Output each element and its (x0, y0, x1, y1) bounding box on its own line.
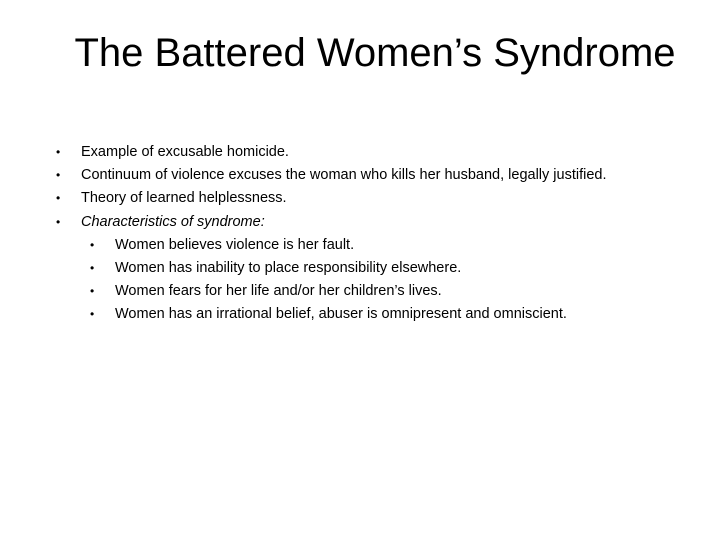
list-item (0, 187, 720, 210)
bullet-text: Women has inability to place responsibility elsewhere. (115, 259, 462, 276)
bullet-icon: • (90, 307, 95, 322)
list-item (0, 141, 720, 164)
sub-list-item (0, 280, 720, 303)
bullet-text: Continuum of violence excuses the woman who kills her husband, legally justified. (81, 167, 607, 184)
list-item (0, 211, 720, 234)
bullet-icon: • (56, 191, 61, 206)
bullet-icon: • (56, 214, 61, 229)
bullet-text: Characteristics of syndrome: (81, 213, 265, 230)
bullet-list (0, 141, 720, 327)
slide-title: The Battered Women’s Syndrome (74, 31, 676, 75)
bullet-text: Women has an irrational belief, abuser is omnipresent and omniscient. (115, 306, 567, 323)
sub-list-item (0, 303, 720, 326)
sub-list-item (0, 257, 720, 280)
bullet-text: Theory of learned helplessness. (81, 190, 287, 207)
bullet-icon: • (90, 260, 95, 275)
bullet-icon: • (56, 168, 61, 183)
bullet-text: Example of excusable homicide. (81, 144, 289, 160)
bullet-icon: • (90, 284, 95, 299)
bullet-icon: • (56, 145, 61, 159)
sub-list-item (0, 234, 720, 257)
bullet-icon: • (90, 237, 95, 252)
bullet-text: Women believes violence is her fault. (115, 236, 355, 253)
bullet-text: Women fears for her life and/or her children’s lives. (115, 283, 442, 300)
list-item (0, 164, 720, 187)
